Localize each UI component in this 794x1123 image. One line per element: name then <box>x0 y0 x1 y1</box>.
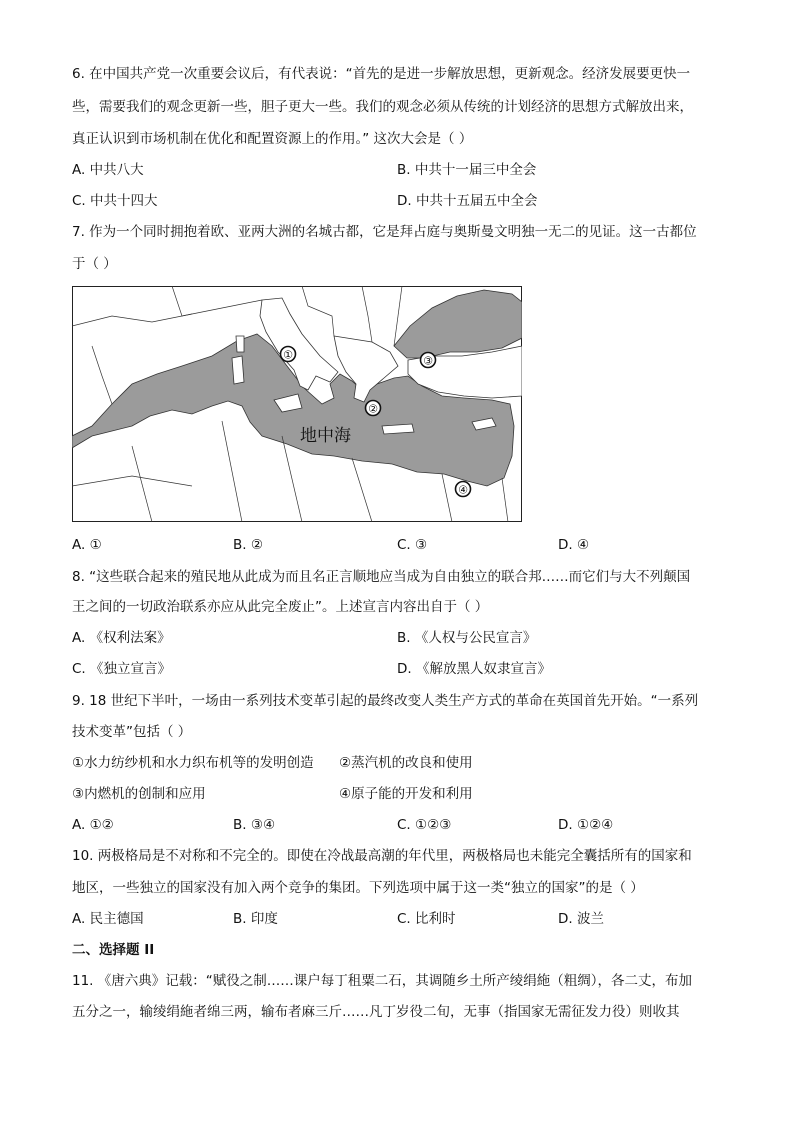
q6-option-b: B. 中共十一届三中全会 <box>397 162 537 178</box>
marker-2 <box>366 401 381 416</box>
q9-item-1: ①水力纺纱机和水力织布机等的发明创造 <box>72 755 314 771</box>
mediterranean-map <box>72 286 522 522</box>
corsica <box>236 336 244 352</box>
q9-option-b: B. ③④ <box>233 817 276 833</box>
q9-option-c: C. ①②③ <box>397 817 452 833</box>
q10-stem-line-1: 10. 两极格局是不对称和不完全的。即使在冷战最高潮的年代里，两极格局也未能完全囊括所有的国家和 <box>72 848 692 864</box>
q7-stem-line-2: 于（ ） <box>72 256 117 272</box>
sardinia <box>232 356 244 384</box>
q6-option-c: C. 中共十四大 <box>72 193 158 209</box>
q8-stem-line-1: 8. “这些联合起来的殖民地从此成为而且名正言顺地应当成为自由独立的联合邦……而它们与大不列颠国 <box>72 569 691 585</box>
section-2-title: 二、选择题 II <box>72 942 155 958</box>
marker-3 <box>421 353 436 368</box>
q9-item-4: ④原子能的开发和利用 <box>339 786 473 802</box>
q9-item-3: ③内燃机的创制和应用 <box>72 786 206 802</box>
q6-stem-line-1: 6. 在中国共产党一次重要会议后，有代表说：“首先的是进一步解放思想，更新观念。经济发展要更快一 <box>72 66 691 82</box>
q11-stem-line-2: 五分之一，输绫绢絁者绵三两，输布者麻三斤……凡丁岁役二旬，无事（指国家无需征发力役）则收其 <box>72 1004 680 1020</box>
q10-option-c: C. 比利时 <box>397 911 456 927</box>
q9-item-2: ②蒸汽机的改良和使用 <box>339 755 473 771</box>
q8-stem-line-2: 王之间的一切政治联系亦应从此完全废止”。上述宣言内容出自于（ ） <box>72 599 489 615</box>
q8-option-c: C. 《独立宣言》 <box>72 661 172 677</box>
q10-stem-line-2: 地区，一些独立的国家没有加入两个竞争的集团。下列选项中属于这一类“独立的国家”的是（ ） <box>72 880 644 896</box>
q9-option-d: D. ①②④ <box>558 817 614 833</box>
marker-1-label: ① <box>283 348 293 362</box>
q11-stem-line-1: 11. 《唐六典》记载：“赋役之制……课户每丁租粟二石，其调随乡土所产绫绢絁（粗绸），各二丈，布加 <box>72 973 693 989</box>
marker-2-label: ② <box>368 402 378 416</box>
q7-option-c: C. ③ <box>397 537 428 553</box>
q10-option-b: B. 印度 <box>233 911 278 927</box>
sea-label: 地中海 <box>300 426 351 446</box>
q7-stem-line-1: 7. 作为一个同时拥抱着欧、亚两大洲的名城古都，它是拜占庭与奥斯曼文明独一无二的见证。这一古都位 <box>72 224 697 240</box>
q6-stem-line-3: 真正认识到市场机制在优化和配置资源上的作用。” 这次大会是（ ） <box>72 131 473 147</box>
q10-option-a: A. 民主德国 <box>72 911 144 927</box>
q6-option-a: A. 中共八大 <box>72 162 144 178</box>
q9-stem-line-2: 技术变革”包括（ ） <box>72 724 192 740</box>
marker-1 <box>281 347 296 362</box>
q6-option-d: D. 中共十五届五中全会 <box>397 193 538 209</box>
q6-stem-line-2: 些，需要我们的观念更新一些，胆子更大一些。我们的观念必须从传统的计划经济的思想方式解放出来， <box>72 99 693 115</box>
marker-4 <box>456 482 471 497</box>
marker-3-label: ③ <box>423 354 433 368</box>
q8-option-b: B. 《人权与公民宣言》 <box>397 630 537 646</box>
crete <box>382 424 414 434</box>
q10-option-d: D. 波兰 <box>558 911 604 927</box>
q8-option-d: D. 《解放黑人奴隶宣言》 <box>397 661 551 677</box>
q7-option-b: B. ② <box>233 537 263 553</box>
q9-option-a: A. ①② <box>72 817 114 833</box>
q8-option-a: A. 《权利法案》 <box>72 630 171 646</box>
q9-stem-line-1: 9. 18 世纪下半叶，一场由一系列技术变革引起的最终改变人类生产方式的革命在英国首先开始。“一系列 <box>72 693 699 709</box>
q7-option-a: A. ① <box>72 537 102 553</box>
marker-4-label: ④ <box>458 483 468 497</box>
q7-option-d: D. ④ <box>558 537 590 553</box>
